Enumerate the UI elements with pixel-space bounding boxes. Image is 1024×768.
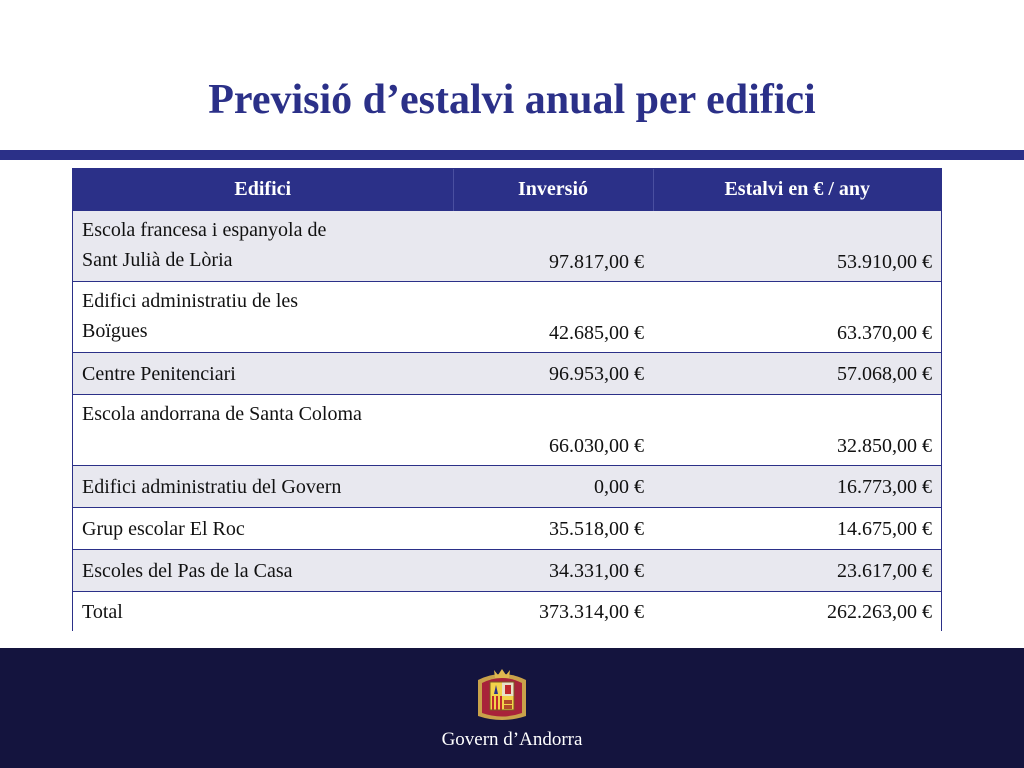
andorra-coat-of-arms-icon <box>472 666 532 726</box>
table-row <box>73 211 941 282</box>
building-name: Escoles del Pas de la Casa <box>73 550 453 592</box>
building-name: Edifici administratiu del Govern <box>73 466 453 508</box>
building-name <box>73 282 453 353</box>
savings-value: 14.675,00 € <box>653 508 941 550</box>
investment-value: 0,00 € <box>453 466 653 508</box>
total-label: Total <box>73 592 453 633</box>
building-name: Grup escolar El Roc <box>73 508 453 550</box>
title-divider <box>0 150 1024 160</box>
building-name <box>73 211 453 282</box>
building-name-line: Edifici administratiu de les <box>82 290 299 312</box>
savings-table-container <box>72 168 942 631</box>
table-row <box>73 353 941 395</box>
footer-org-name: Govern d’Andorra <box>441 729 583 750</box>
total-investment-value: 373.314,00 € <box>453 592 653 633</box>
header-edifici: Edifici <box>73 169 453 211</box>
investment-value: 97.817,00 € <box>453 211 653 282</box>
building-name-line: Escola francesa i espanyola de <box>82 219 327 241</box>
table-row <box>73 282 941 353</box>
table-row <box>73 395 941 466</box>
savings-value: 23.617,00 € <box>653 550 941 592</box>
total-savings-value: 262.263,00 € <box>653 592 941 633</box>
header-estalvi: Estalvi en € / any <box>653 169 941 211</box>
table-header-row <box>73 169 941 211</box>
investment-value: 42.685,00 € <box>453 282 653 353</box>
table-total-row <box>73 592 941 633</box>
header-inversio: Inversió <box>453 169 653 211</box>
investment-value: 96.953,00 € <box>453 353 653 395</box>
savings-value: 63.370,00 € <box>653 282 941 353</box>
footer-band <box>0 648 1024 768</box>
savings-value: 53.910,00 € <box>653 211 941 282</box>
slide-title: Previsió d’estalvi anual per edifici <box>208 77 816 123</box>
savings-value: 32.850,00 € <box>653 395 941 466</box>
building-name-line: Boïgues <box>82 320 148 342</box>
building-name: Escola andorrana de Santa Coloma <box>73 395 453 466</box>
table-row <box>73 550 941 592</box>
investment-value: 66.030,00 € <box>453 395 653 466</box>
savings-table <box>73 169 941 633</box>
investment-value: 34.331,00 € <box>453 550 653 592</box>
building-name-line: Sant Julià de Lòria <box>82 249 233 271</box>
savings-value: 16.773,00 € <box>653 466 941 508</box>
building-name: Centre Penitenciari <box>73 353 453 395</box>
table-row <box>73 508 941 550</box>
savings-value: 57.068,00 € <box>653 353 941 395</box>
table-row <box>73 466 941 508</box>
investment-value: 35.518,00 € <box>453 508 653 550</box>
